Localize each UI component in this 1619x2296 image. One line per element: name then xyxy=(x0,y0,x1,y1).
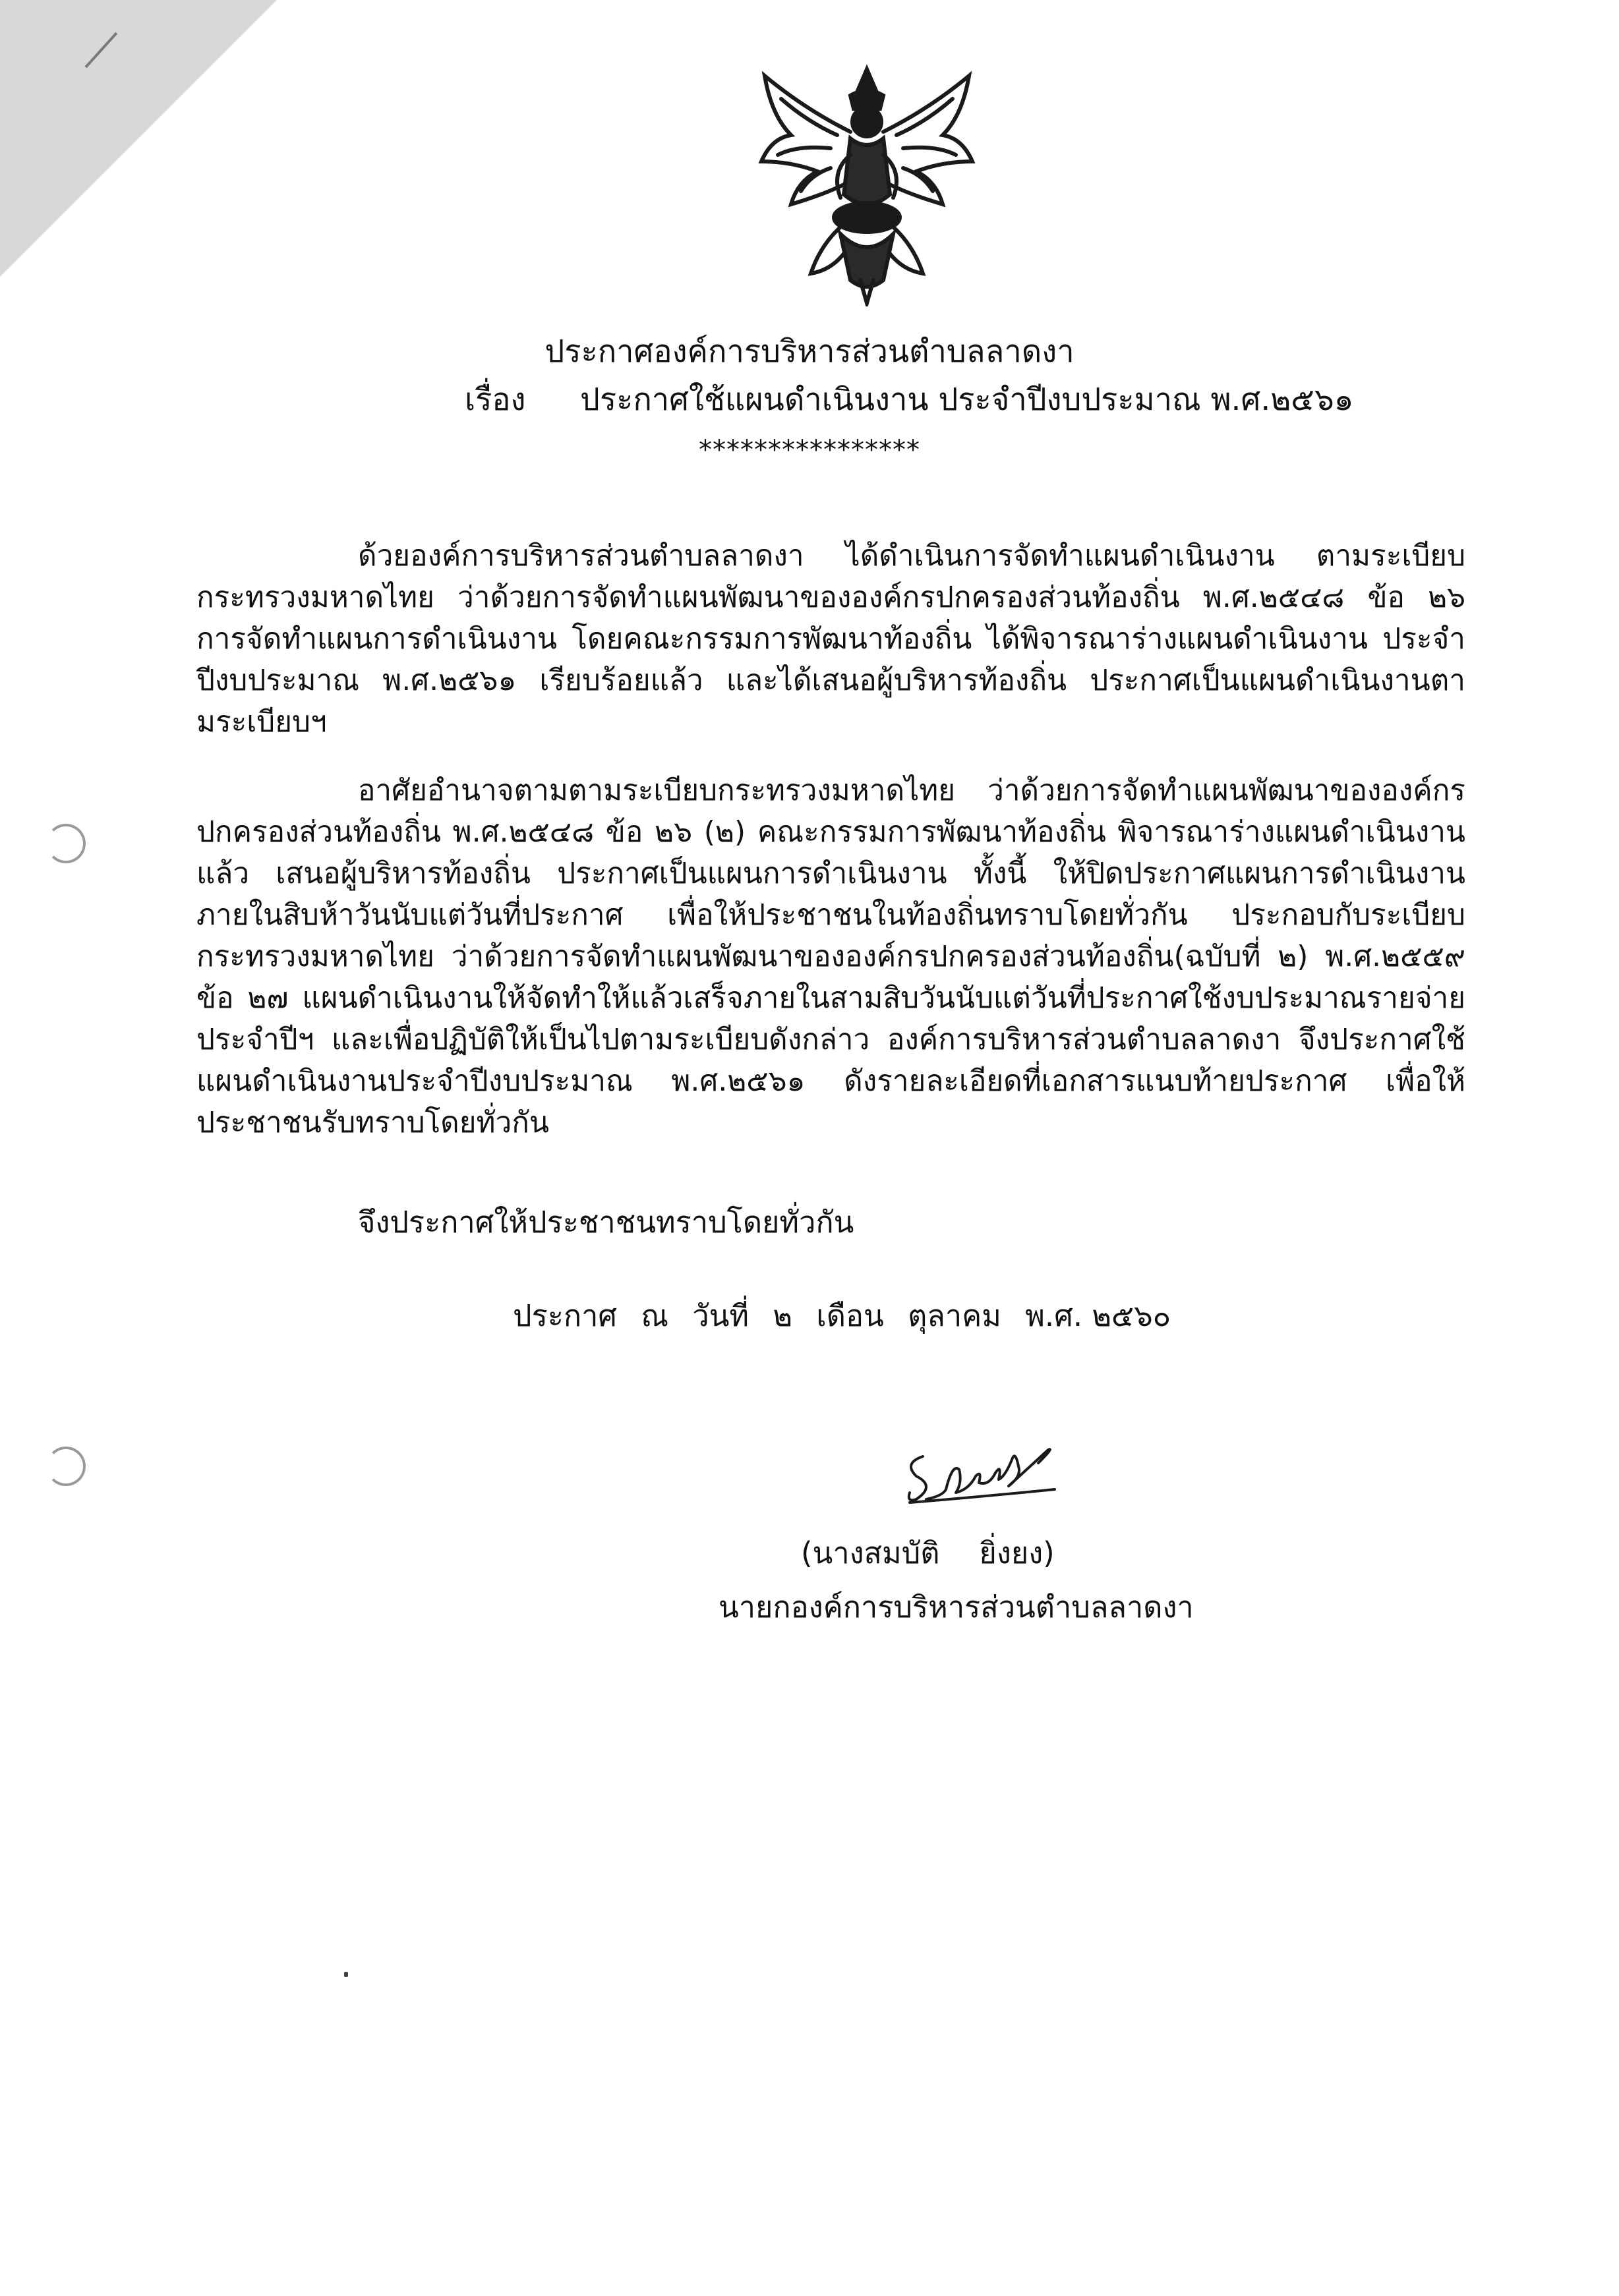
paragraph-2-text: อาศัยอำนาจตามตามระเบียบกระทรวงมหาดไทย ว่าด้วยการจัดทำแผนพัฒนาขององค์กรปกครองส่วนท้องถิ่น พ.ศ.๒๕๔๘ ข้อ ๒๖ (๒) คณะกรรมการพัฒนาท้องถิ่น พิจารณาร่างแผนดำเนินงานแล้ว เสนอผู้บริหารท้องถิ่น ประกาศเป็นแผนการดำเนินงาน ทั้งนี้ ให้ปิดประกาศแผนการดำเนินงานภายในสิบห้าวันนับแต่วันที่ประกาศ เพื่อให้ประชาชนในท้องถิ่นทราบโดยทั่วกัน ประกอบกับระเบียบกระทรวงมหาดไทย ว่าด้วยการจัดทำแผนพัฒนาขององค์กรปกครองส่วนท้องถิ่น(ฉบับที่ ๒) พ.ศ.๒๕๕๙ ข้อ ๒๗ แผนดำเนินงานให้จัดทำให้แล้วเสร็จภายในสามสิบวันนับแต่วันที่ประกาศใช้งบประมาณรายจ่ายประจำปีฯ และเพื่อปฏิบัติให้เป็นไปตามระเบียบดังกล่าว องค์การบริหารส่วนตำบลลาดงา จึงประกาศใช้แผนดำเนินงานประจำปีงบประมาณ พ.ศ.๒๕๖๑ ดังรายละเอียดที่เอกสารแนบท้ายประกาศ เพื่อให้ประชาชนรับทราบโดยทั่วกัน xyxy=(196,774,1465,1139)
scan-speck xyxy=(344,1972,348,1977)
punch-hole-upper xyxy=(46,824,86,863)
signatory-name-close: ยิ่งยง) xyxy=(979,1535,1055,1570)
separator-stars: **************** xyxy=(699,435,920,465)
year-value: พ.ศ. ๒๕๖๐ xyxy=(1025,1298,1171,1333)
paragraph-1-text: ด้วยองค์การบริหารส่วนตำบลลาดงา ได้ดำเนินการจัดทำแผนดำเนินงาน ตามระเบียบกระทรวงมหาดไทย ว่าด้วยการจัดทำแผนพัฒนาขององค์กรปกครองส่วนท้องถิ่น พ.ศ.๒๕๔๘ ข้อ ๒๖ การจัดทำแผนการดำเนินงาน โดยคณะกรรมการพัฒนาท้องถิ่น ได้พิจารณาร่างแผนดำเนินงาน ประจำปีงบประมาณ พ.ศ.๒๕๖๑ เรียบร้อยแล้ว และได้เสนอผู้บริหารท้องถิ่น ประกาศเป็นแผนดำเนินงานตามระเบียบฯ xyxy=(196,539,1465,739)
signatory-name-open: (นางสมบัติ xyxy=(801,1535,940,1570)
body-paragraph-2 xyxy=(196,770,1465,1143)
date-line xyxy=(513,1292,1185,1339)
subject-line xyxy=(465,374,1354,424)
announcement-title: ประกาศองค์การบริหารส่วนตำบลลาดงา xyxy=(545,333,1074,370)
signatory-name xyxy=(801,1529,1055,1576)
day-label: วันที่ xyxy=(692,1298,750,1333)
punch-hole-lower xyxy=(46,1447,86,1486)
month-label: เดือน xyxy=(816,1298,884,1333)
subject-text: ประกาศใช้แผนดำเนินงาน ประจำปีงบประมาณ พ.ศ.๒๕๖๑ xyxy=(580,382,1354,418)
date-prefix: ประกาศ xyxy=(513,1298,617,1333)
body-paragraph-1 xyxy=(196,535,1465,743)
day-value: ๒ xyxy=(773,1298,793,1333)
date-at: ณ xyxy=(641,1298,669,1333)
garuda-emblem-icon xyxy=(751,63,982,306)
handwritten-signature xyxy=(897,1437,1094,1509)
subject-label: เรื่อง xyxy=(465,382,526,418)
closing-statement: จึงประกาศให้ประชาชนทราบโดยทั่วกัน xyxy=(358,1205,854,1240)
scan-shadow-corner xyxy=(0,0,277,277)
signatory-title: นายกองค์การบริหารส่วนตำบลลาดงา xyxy=(719,1590,1194,1624)
month-value: ตุลาคม xyxy=(908,1298,1001,1333)
